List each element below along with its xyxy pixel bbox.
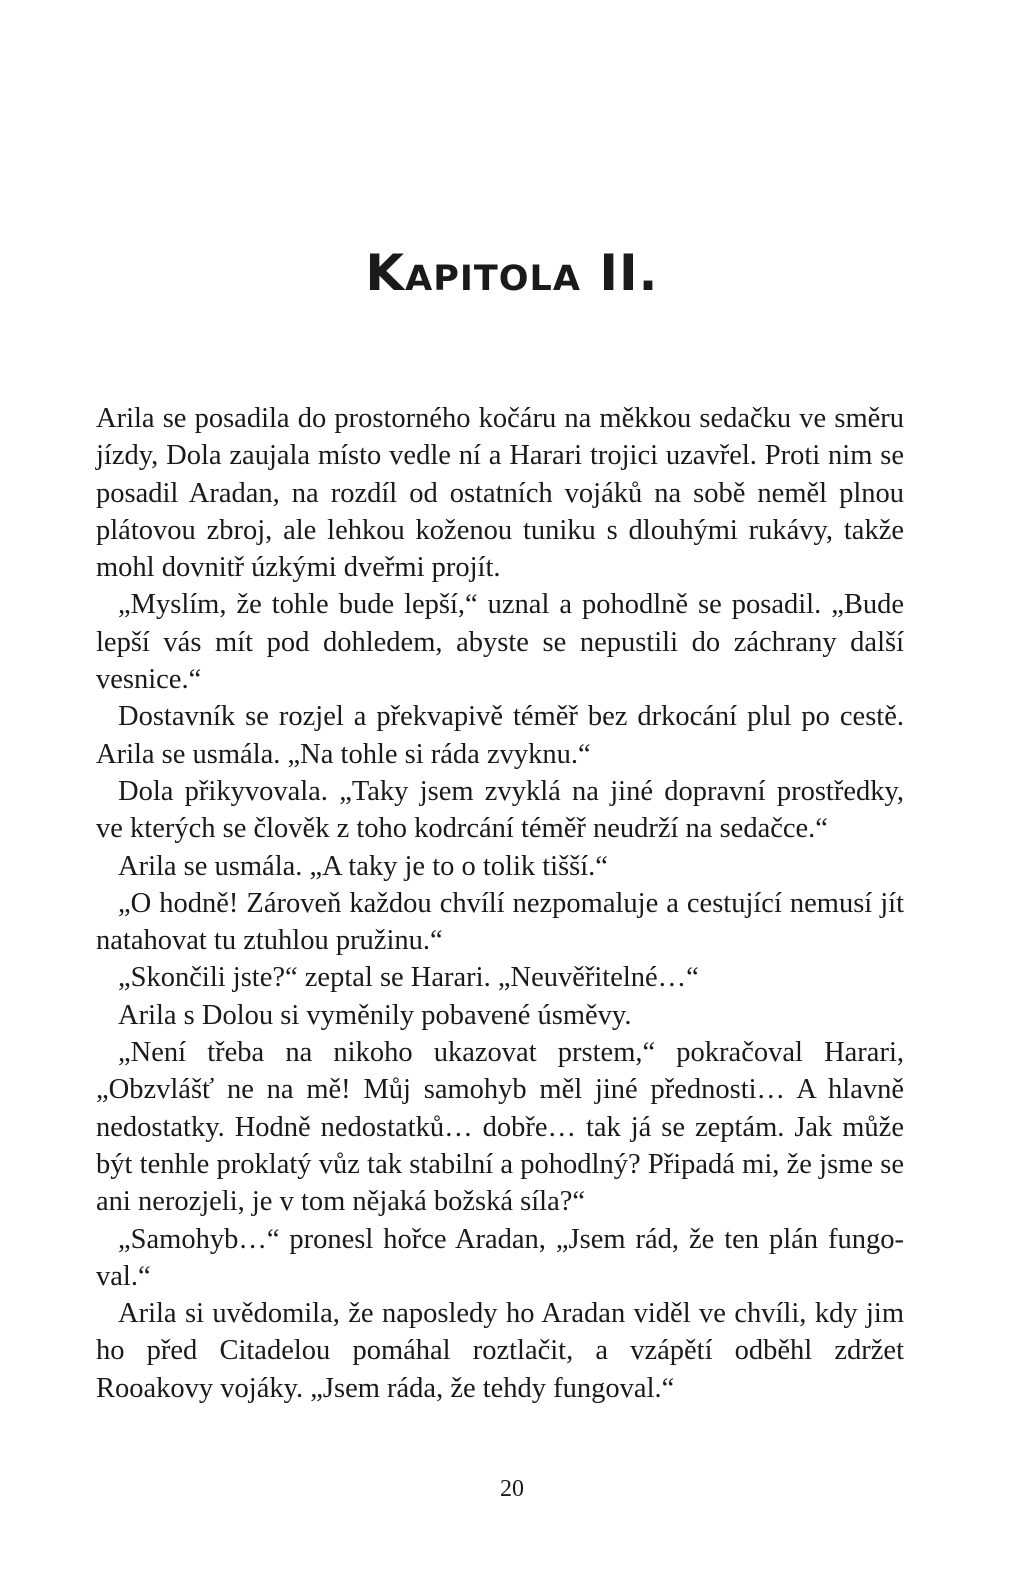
paragraph: Dostavník se rozjel a překvapivě téměř bez drkocání plul po cestě. Arila se usmála. „Na tohle si ráda zvyknu.“: [96, 701, 904, 770]
page-number: 20: [500, 1476, 524, 1502]
paragraph: „Skončili jste?“ zeptal se Harari. „Neuvěřitelné…“: [118, 962, 699, 994]
paragraph: „Není třeba na nikoho ukazovat prstem,“ pokračoval Harari, „Obzvlášť ne na mě! Můj samohyb měl jiné přednosti… A hlavně nedostatky. Hodně nedostatků… dobře… tak já se zeptám. Jak může být tenhle proklatý vůz tak stabilní a pohodlný? Připadá mi, že jsme se ani nerozjeli, je v tom nějaká božská síla?“: [96, 1037, 904, 1218]
paragraph: Arila si uvědomila, že naposledy ho Aradan viděl ve chvíli, kdy jim ho před Citadelou pomáhal roztlačit, a vzápětí odběhl zdržet Rooakovy vojáky. „Jsem ráda, že tehdy fungoval.“: [96, 1298, 904, 1404]
paragraph: „Myslím, že tohle bude lepší,“ uznal a pohodlně se posadil. „Bude lepší vás mít pod dohledem, abyste se nepustili do záchrany další vesnice.“: [96, 589, 904, 696]
chapter-body: [96, 400, 904, 1407]
paragraph: „Samohyb…“ pronesl hořce Aradan, „Jsem rád, že ten plán fungoval.“: [96, 1223, 904, 1292]
paragraph: Arila se posadila do prostorného kočáru na měkkou sedačku ve směru jízdy, Dola zaujala místo vedle ní a Harari trojici uzavřel. Proti nim se posadil Aradan, na rozdíl od ostatních vojáků na sobě neměl plnou plátovou zbroj, ale lehkou koženou tuniku s dlouhými rukávy, takže mohl dovnitř úzkými dveřmi projít.: [96, 403, 904, 584]
paragraph: „O hodně! Zároveň každou chvílí nezpomaluje a cestující nemusí jít natahovat tu ztuhlou pružinu.“: [96, 887, 904, 957]
paragraph: Arila s Dolou si vyměnily pobavené úsměvy.: [118, 999, 632, 1031]
chapter-title: Kapitola II.: [365, 244, 659, 302]
paragraph: Arila se usmála. „A taky je to o tolik tišší.“: [118, 850, 608, 882]
paragraph: Dola přikyvovala. „Taky jsem zvyklá na jiné dopravní prostředky, ve kterých se člověk z toho kodrcání téměř neudrží na sedačce.“: [96, 775, 904, 845]
